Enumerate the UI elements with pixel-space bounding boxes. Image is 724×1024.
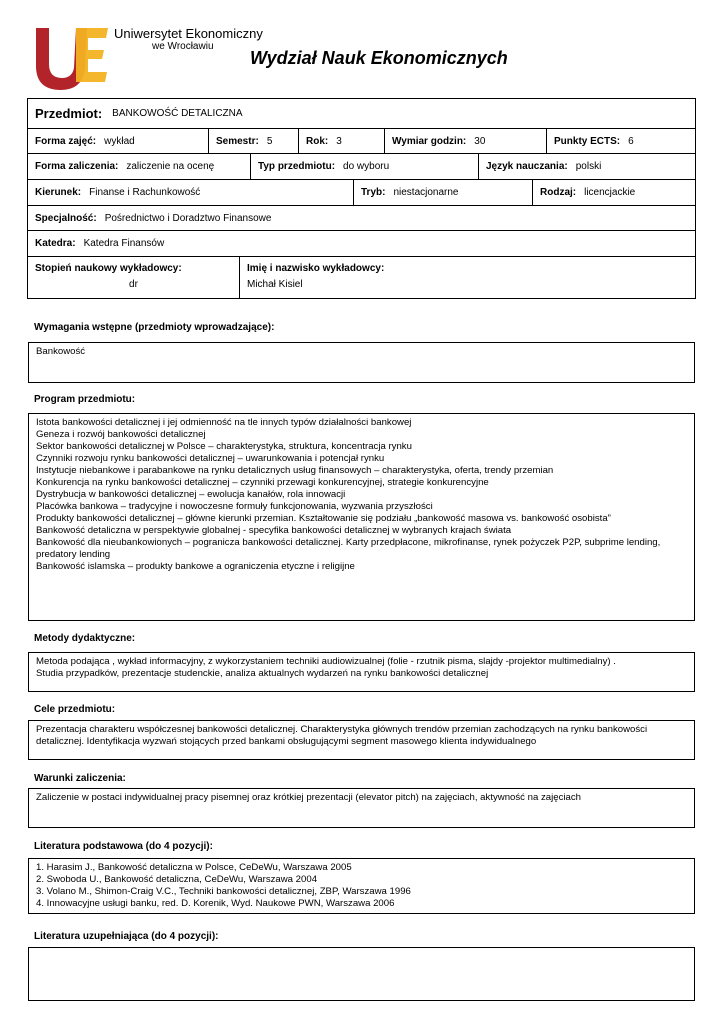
specialty-label: Specjalność: (35, 212, 97, 224)
university-city: we Wrocławiu (152, 41, 214, 52)
program-line: Geneza i rozwój bankowości detalicznej (36, 429, 206, 440)
program-box (28, 413, 695, 621)
program-line: Placówka bankowa – tradycyjne i nowoczesne formuły funkcjonowania, wyzwania przyszłości (36, 501, 433, 512)
conditions-line: Zaliczenie w postaci indywidualnej pracy pisemnej oraz krótkiej prezentacji (elevator pitch) na zajęciach, aktywność na zajęciach (36, 792, 581, 803)
program-title: Program przedmiotu: (34, 394, 136, 405)
program-line: Konkurencja na rynku bankowości detalicznej – czynniki przewagi konkurencyjnej, strategie konkurencyjne (36, 477, 489, 488)
degree-label: Stopień naukowy wykładowcy: (35, 263, 182, 274)
kind-value: licencjackie (584, 187, 636, 198)
year-label: Rok: (306, 135, 329, 147)
literature-basic-title: Literatura podstawowa (do 4 pozycji): (34, 841, 213, 852)
row-field (28, 180, 695, 206)
program-line: Dystrybucja w bankowości detalicznej – ewolucja kanałów, rola innowacji (36, 489, 346, 500)
department-value: Katedra Finansów (83, 238, 165, 249)
hours-label: Wymiar godzin: (392, 135, 467, 147)
type-value: do wyboru (343, 161, 390, 172)
kind-label: Rodzaj: (540, 187, 577, 198)
methods-box (28, 652, 695, 692)
credit-label: Forma zaliczenia: (35, 161, 119, 172)
goals-box (28, 720, 695, 760)
department-label: Katedra: (35, 238, 76, 249)
literature-basic-item: 3. Volano M., Shimon-Craig V.C., Techniki bankowości detalicznej, ZBP, Warszawa 1996 (36, 886, 411, 897)
literature-extra-box (28, 947, 695, 1001)
row-form (28, 129, 695, 154)
year-value: 3 (336, 135, 342, 147)
literature-extra-title: Literatura uzupełniająca (do 4 pozycji): (34, 931, 219, 942)
form-value: wykład (104, 135, 135, 147)
language-label: Język nauczania: (486, 161, 568, 172)
semester-label: Semestr: (216, 135, 259, 147)
subject-value: BANKOWOŚĆ DETALICZNA (112, 108, 243, 119)
course-info-table (27, 98, 696, 299)
program-line: Sektor bankowości detalicznej w Polsce – charakterystyka, struktura, koncentracja rynku (36, 441, 412, 452)
row-specialty (28, 206, 695, 231)
literature-basic-box (28, 858, 695, 914)
lecturer-value: Michał Kisiel (247, 279, 303, 290)
faculty-title: Wydział Nauk Ekonomicznych (250, 48, 508, 68)
literature-basic-item: 4. Innowacyjne usługi banku, red. D. Korenik, Wyd. Naukowe PWN, Warszawa 2006 (36, 898, 395, 909)
goals-title: Cele przedmiotu: (34, 704, 116, 715)
conditions-box (28, 788, 695, 828)
semester-value: 5 (266, 135, 273, 147)
prereq-box (28, 342, 695, 383)
language-value: polski (575, 161, 602, 172)
type-label: Typ przedmiotu: (258, 161, 336, 172)
prereq-title: Wymagania wstępne (przedmioty wprowadzające): (34, 322, 275, 333)
credit-value: zaliczenie na ocenę (126, 161, 215, 172)
literature-basic-item: 2. Swoboda U., Bankowość detaliczna, CeDeWu, Warszawa 2004 (36, 874, 318, 885)
specialty-value: Pośrednictwo i Doradztwo Finansowe (104, 212, 272, 224)
row-credit (28, 154, 695, 180)
methods-line: Metoda podająca , wykład informacyjny, z wykorzystaniem techniki audiowizualnej (folie - rzutnik pisma, slajdy -projektor multimedialny) . (36, 656, 616, 667)
mode-label: Tryb: (361, 187, 386, 198)
row-department (28, 231, 695, 257)
program-line: Produkty bankowości detalicznej – główne kierunki przemian. Kształtowanie się podziału „bankowość masowa vs. bankowość osobista” (36, 513, 611, 524)
field-value: Finanse i Rachunkowość (89, 187, 201, 198)
goals-line: Prezentacja charakteru współczesnej bankowości detalicznej. Charakterystyka głównych trendów przemian zachodzących na rynku bankowości detalicznej. Identyfikacja wyzwań stojących przed bankami obsługującymi segment masowego klienta indywidualnego (36, 724, 648, 747)
methods-line: Studia przypadków, prezentacje studenckie, analiza aktualnych wydarzeń na rynku bankowości detalicznej (36, 668, 489, 679)
field-label: Kierunek: (35, 187, 82, 198)
program-line: Bankowość islamska – produkty bankowe a ograniczenia etyczne i religijne (36, 561, 355, 572)
degree-value: dr (129, 279, 138, 290)
form-label: Forma zajęć: (35, 135, 97, 147)
conditions-title: Warunki zaliczenia: (34, 773, 126, 784)
lecturer-label: Imię i nazwisko wykładowcy: (247, 263, 385, 274)
program-line: Czynniki rozwoju rynku bankowości detalicznej – uwarunkowania i potencjał rynku (36, 453, 385, 464)
row-lecturer (28, 257, 695, 298)
program-line: Instytucje niebankowe i parabankowe na rynku detalicznych usług finansowych – charakterystyka, oferta, trendy przemian (36, 465, 554, 476)
methods-title: Metody dydaktyczne: (34, 633, 136, 644)
ects-value: 6 (628, 135, 634, 147)
row-subject (28, 99, 695, 129)
mode-value: niestacjonarne (393, 187, 459, 198)
subject-label: Przedmiot: (35, 106, 103, 121)
program-line: Bankowość detaliczna w perspektywie globalnej - specyfika bankowości detalicznej w wybranych krajach świata (36, 525, 512, 536)
hours-value: 30 (474, 135, 486, 147)
university-header (34, 24, 264, 96)
prereq-line: Bankowość (36, 346, 86, 357)
program-line: Istota bankowości detalicznej i jej odmienność na tle innych typów działalności bankowej (36, 417, 412, 428)
program-line: Bankowość dla nieubankowionych – pogranicza bankowości detalicznej. Karty przedpłacone, mikrofinanse, rynek pożyczek P2P, subprime lending, predatory lending (36, 537, 661, 560)
literature-basic-item: 1. Harasim J., Bankowość detaliczna w Polsce, CeDeWu, Warszawa 2005 (36, 862, 352, 873)
university-name: Uniwersytet Ekonomiczny (114, 26, 263, 41)
university-logo (34, 24, 110, 92)
ects-label: Punkty ECTS: (554, 135, 621, 147)
